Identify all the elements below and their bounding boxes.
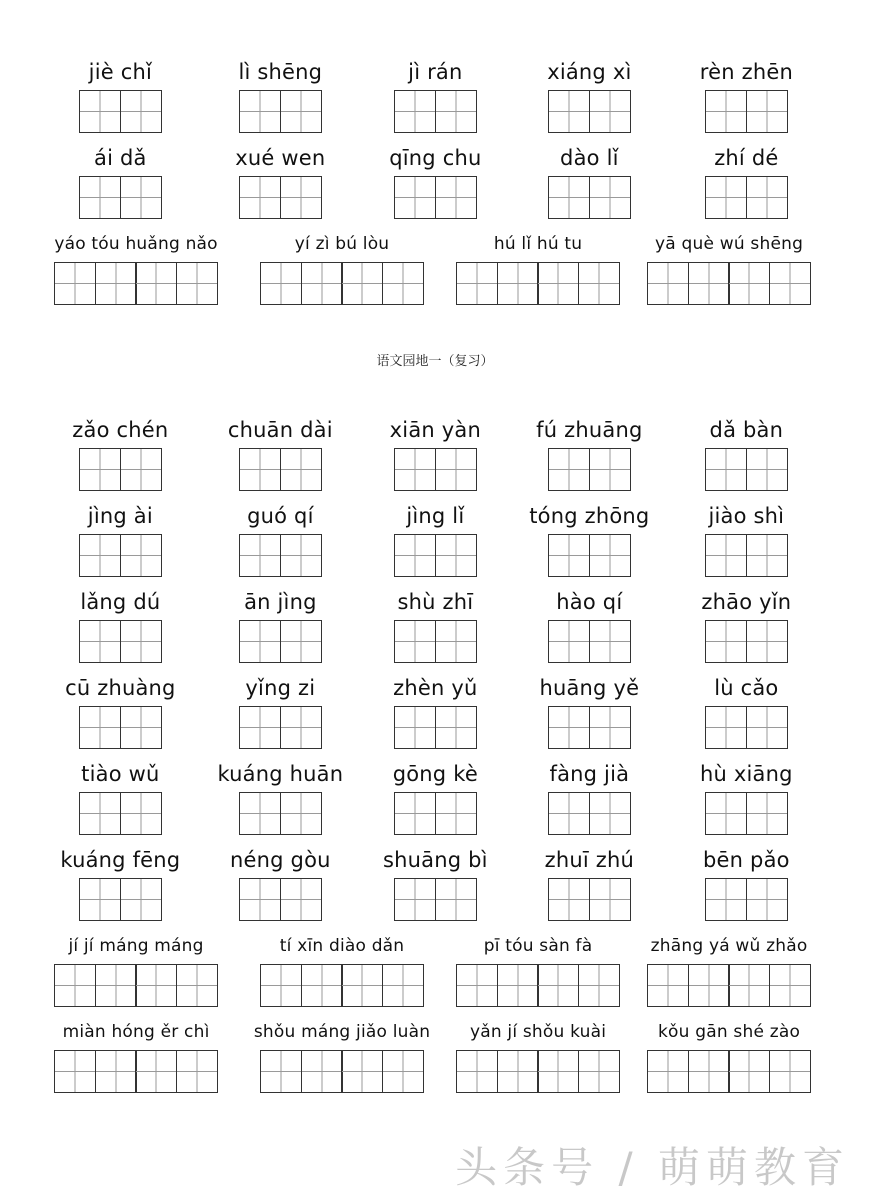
word-item xyxy=(539,672,640,750)
writing-grid[interactable] xyxy=(548,620,631,663)
writing-grid[interactable] xyxy=(394,620,477,663)
writing-grid[interactable] xyxy=(394,176,477,219)
pinyin-label: hú lǐ hú tu xyxy=(493,234,583,254)
tianzige-box[interactable] xyxy=(746,706,788,749)
pinyin-label: lǎng dú xyxy=(80,590,161,614)
tianzige-box[interactable] xyxy=(280,90,322,133)
pinyin-label: xué wen xyxy=(235,146,326,170)
word-item xyxy=(79,56,162,134)
word-item xyxy=(456,228,620,306)
writing-grid[interactable] xyxy=(548,448,631,491)
tianzige-box[interactable] xyxy=(589,176,631,219)
tianzige-box[interactable] xyxy=(79,620,121,663)
tianzige-box[interactable] xyxy=(589,792,631,835)
tianzige-box[interactable] xyxy=(705,90,747,133)
writing-grid[interactable] xyxy=(705,706,788,749)
word-item xyxy=(394,586,477,664)
tianzige-box[interactable] xyxy=(728,1050,770,1093)
tianzige-box[interactable] xyxy=(239,792,281,835)
tianzige-box[interactable] xyxy=(382,964,424,1007)
pinyin-label: xiáng xì xyxy=(547,60,632,84)
tianzige-box[interactable] xyxy=(394,792,436,835)
writing-grid[interactable] xyxy=(394,448,477,491)
tianzige-box[interactable] xyxy=(705,792,747,835)
writing-grid[interactable] xyxy=(239,706,322,749)
tianzige-box[interactable] xyxy=(589,448,631,491)
tianzige-box[interactable] xyxy=(135,964,177,1007)
word-item xyxy=(260,228,424,306)
tianzige-box[interactable] xyxy=(688,964,730,1007)
tianzige-box[interactable] xyxy=(341,1050,383,1093)
tianzige-box[interactable] xyxy=(394,878,436,921)
tianzige-box[interactable] xyxy=(578,1050,620,1093)
word-item xyxy=(456,1016,620,1094)
tianzige-box[interactable] xyxy=(120,176,162,219)
pinyin-label: zhuī zhú xyxy=(544,848,635,872)
tianzige-box[interactable] xyxy=(537,964,579,1007)
tianzige-box[interactable] xyxy=(95,262,137,305)
writing-grid[interactable] xyxy=(647,262,811,305)
tianzige-box[interactable] xyxy=(239,176,281,219)
pinyin-label: jiè chǐ xyxy=(88,60,153,84)
tianzige-box[interactable] xyxy=(280,706,322,749)
tianzige-box[interactable] xyxy=(647,262,689,305)
tianzige-box[interactable] xyxy=(497,964,539,1007)
writing-grid[interactable] xyxy=(54,1050,218,1093)
pinyin-label: kuáng huān xyxy=(217,762,344,786)
tianzige-box[interactable] xyxy=(239,534,281,577)
tianzige-box[interactable] xyxy=(456,262,498,305)
tianzige-box[interactable] xyxy=(54,262,96,305)
tianzige-box[interactable] xyxy=(79,534,121,577)
tianzige-box[interactable] xyxy=(394,706,436,749)
tianzige-box[interactable] xyxy=(728,262,770,305)
pinyin-label: zhí dé xyxy=(714,146,779,170)
word-item xyxy=(548,142,631,220)
writing-grid[interactable] xyxy=(705,792,788,835)
pinyin-label: yí zì bú lòu xyxy=(294,234,390,254)
word-item xyxy=(230,844,331,922)
writing-grid[interactable] xyxy=(394,878,477,921)
word-item xyxy=(705,672,788,750)
tianzige-box[interactable] xyxy=(120,620,162,663)
tianzige-box[interactable] xyxy=(79,176,121,219)
writing-grid[interactable] xyxy=(548,792,631,835)
word-item xyxy=(239,586,322,664)
tianzige-box[interactable] xyxy=(79,706,121,749)
word-item xyxy=(79,586,162,664)
tianzige-box[interactable] xyxy=(705,706,747,749)
pinyin-label: huāng yě xyxy=(539,676,640,700)
writing-grid[interactable] xyxy=(647,964,811,1007)
tianzige-box[interactable] xyxy=(54,1050,96,1093)
writing-grid[interactable] xyxy=(54,964,218,1007)
pinyin-label: zhāng yá wǔ zhǎo xyxy=(650,936,808,956)
pinyin-label: néng gòu xyxy=(230,848,331,872)
writing-grid[interactable] xyxy=(548,706,631,749)
tianzige-box[interactable] xyxy=(79,878,121,921)
tianzige-box[interactable] xyxy=(548,706,590,749)
writing-grid[interactable] xyxy=(394,706,477,749)
tianzige-box[interactable] xyxy=(589,534,631,577)
tianzige-box[interactable] xyxy=(341,964,383,1007)
word-item xyxy=(60,844,181,922)
tianzige-box[interactable] xyxy=(301,1050,343,1093)
pinyin-label: zhāo yǐn xyxy=(701,590,792,614)
tianzige-box[interactable] xyxy=(176,964,218,1007)
tianzige-box[interactable] xyxy=(497,1050,539,1093)
tianzige-box[interactable] xyxy=(456,1050,498,1093)
tianzige-box[interactable] xyxy=(548,448,590,491)
tianzige-box[interactable] xyxy=(239,620,281,663)
tianzige-box[interactable] xyxy=(435,448,477,491)
writing-grid[interactable] xyxy=(548,534,631,577)
word-item xyxy=(54,1016,218,1094)
writing-grid[interactable] xyxy=(79,90,162,133)
writing-grid[interactable] xyxy=(705,176,788,219)
pinyin-label: miàn hóng ěr chì xyxy=(62,1022,210,1042)
word-item xyxy=(235,142,326,220)
writing-grid[interactable] xyxy=(705,448,788,491)
tianzige-box[interactable] xyxy=(435,176,477,219)
tianzige-box[interactable] xyxy=(456,964,498,1007)
tianzige-box[interactable] xyxy=(135,262,177,305)
pinyin-label: fàng jià xyxy=(549,762,630,786)
writing-grid[interactable] xyxy=(647,1050,811,1093)
pinyin-label: yā què wú shēng xyxy=(655,234,804,254)
word-item xyxy=(54,228,218,306)
tianzige-box[interactable] xyxy=(176,1050,218,1093)
tianzige-box[interactable] xyxy=(120,878,162,921)
word-item xyxy=(394,500,477,578)
writing-grid[interactable] xyxy=(548,878,631,921)
tianzige-box[interactable] xyxy=(578,964,620,1007)
tianzige-box[interactable] xyxy=(239,878,281,921)
word-item xyxy=(54,930,218,1008)
tianzige-box[interactable] xyxy=(769,964,811,1007)
tianzige-box[interactable] xyxy=(688,1050,730,1093)
tianzige-box[interactable] xyxy=(120,792,162,835)
writing-grid[interactable] xyxy=(705,534,788,577)
pinyin-label: chuān dài xyxy=(227,418,333,442)
tianzige-box[interactable] xyxy=(120,90,162,133)
tianzige-box[interactable] xyxy=(548,90,590,133)
pinyin-label: gōng kè xyxy=(392,762,478,786)
writing-grid[interactable] xyxy=(239,534,322,577)
pinyin-label: lù cǎo xyxy=(714,676,779,700)
tianzige-box[interactable] xyxy=(647,1050,689,1093)
tianzige-box[interactable] xyxy=(54,964,96,1007)
word-item xyxy=(548,56,631,134)
writing-grid[interactable] xyxy=(548,176,631,219)
tianzige-box[interactable] xyxy=(280,534,322,577)
writing-grid[interactable] xyxy=(548,90,631,133)
writing-grid[interactable] xyxy=(456,964,620,1007)
word-item xyxy=(239,500,322,578)
tianzige-box[interactable] xyxy=(746,792,788,835)
pinyin-label: shǒu máng jiǎo luàn xyxy=(253,1022,431,1042)
word-item xyxy=(227,414,333,492)
word-item xyxy=(260,930,424,1008)
pinyin-label: yǐng zi xyxy=(245,676,316,700)
tianzige-box[interactable] xyxy=(260,1050,302,1093)
pinyin-label: cū zhuàng xyxy=(65,676,176,700)
tianzige-box[interactable] xyxy=(239,448,281,491)
tianzige-box[interactable] xyxy=(746,448,788,491)
pinyin-label: dào lǐ xyxy=(560,146,619,170)
pinyin-label: dǎ bàn xyxy=(709,418,784,442)
tianzige-box[interactable] xyxy=(280,448,322,491)
tianzige-box[interactable] xyxy=(537,262,579,305)
word-item xyxy=(456,930,620,1008)
pinyin-label: zhèn yǔ xyxy=(393,676,478,700)
tianzige-box[interactable] xyxy=(589,706,631,749)
pinyin-label: jiào shì xyxy=(708,504,785,528)
tianzige-box[interactable] xyxy=(578,262,620,305)
tianzige-box[interactable] xyxy=(394,620,436,663)
writing-grid[interactable] xyxy=(79,706,162,749)
pinyin-label: guó qí xyxy=(247,504,314,528)
word-item xyxy=(700,758,793,836)
tianzige-box[interactable] xyxy=(746,620,788,663)
pinyin-label: pī tóu sàn fà xyxy=(483,936,593,956)
tianzige-box[interactable] xyxy=(435,534,477,577)
tianzige-box[interactable] xyxy=(79,448,121,491)
tianzige-box[interactable] xyxy=(239,90,281,133)
pinyin-label: lì shēng xyxy=(238,60,323,84)
pinyin-label: qīng chu xyxy=(389,146,482,170)
tianzige-box[interactable] xyxy=(705,448,747,491)
word-item xyxy=(647,1016,811,1094)
writing-grid[interactable] xyxy=(705,620,788,663)
tianzige-box[interactable] xyxy=(280,878,322,921)
writing-grid[interactable] xyxy=(79,176,162,219)
pinyin-label: zǎo chén xyxy=(72,418,169,442)
tianzige-box[interactable] xyxy=(746,176,788,219)
tianzige-box[interactable] xyxy=(548,878,590,921)
tianzige-box[interactable] xyxy=(746,878,788,921)
writing-grid[interactable] xyxy=(239,792,322,835)
tianzige-box[interactable] xyxy=(435,706,477,749)
tianzige-box[interactable] xyxy=(176,262,218,305)
writing-grid[interactable] xyxy=(456,262,620,305)
writing-grid[interactable] xyxy=(79,620,162,663)
word-item xyxy=(239,672,322,750)
tianzige-box[interactable] xyxy=(341,262,383,305)
tianzige-box[interactable] xyxy=(746,534,788,577)
tianzige-box[interactable] xyxy=(769,262,811,305)
section-title: 语文园地一（复习） xyxy=(376,354,494,369)
tianzige-box[interactable] xyxy=(589,90,631,133)
word-item xyxy=(647,930,811,1008)
tianzige-box[interactable] xyxy=(260,964,302,1007)
pinyin-label: fú zhuāng xyxy=(536,418,643,442)
writing-grid[interactable] xyxy=(260,1050,424,1093)
writing-grid[interactable] xyxy=(394,90,477,133)
tianzige-box[interactable] xyxy=(435,90,477,133)
tianzige-box[interactable] xyxy=(548,176,590,219)
tianzige-box[interactable] xyxy=(260,262,302,305)
tianzige-box[interactable] xyxy=(120,706,162,749)
tianzige-box[interactable] xyxy=(497,262,539,305)
tianzige-box[interactable] xyxy=(705,534,747,577)
tianzige-box[interactable] xyxy=(705,620,747,663)
writing-grid[interactable] xyxy=(239,176,322,219)
tianzige-box[interactable] xyxy=(589,878,631,921)
tianzige-box[interactable] xyxy=(95,964,137,1007)
pinyin-label: hào qí xyxy=(556,590,623,614)
tianzige-box[interactable] xyxy=(647,964,689,1007)
tianzige-box[interactable] xyxy=(79,90,121,133)
pinyin-label: hù xiāng xyxy=(700,762,793,786)
tianzige-box[interactable] xyxy=(382,1050,424,1093)
tianzige-box[interactable] xyxy=(746,90,788,133)
pinyin-label: kuáng fēng xyxy=(60,848,181,872)
pinyin-label: tiào wǔ xyxy=(81,762,160,786)
writing-grid[interactable] xyxy=(79,878,162,921)
word-item xyxy=(394,56,477,134)
pinyin-label: ái dǎ xyxy=(94,146,147,170)
word-item xyxy=(72,414,169,492)
pinyin-label: shuāng bì xyxy=(382,848,488,872)
tianzige-box[interactable] xyxy=(301,964,343,1007)
pinyin-label: xiān yàn xyxy=(389,418,481,442)
tianzige-box[interactable] xyxy=(394,448,436,491)
word-item xyxy=(536,414,643,492)
tianzige-box[interactable] xyxy=(548,792,590,835)
word-item xyxy=(701,586,792,664)
tianzige-box[interactable] xyxy=(589,620,631,663)
writing-grid[interactable] xyxy=(394,534,477,577)
word-item xyxy=(79,142,162,220)
word-item xyxy=(705,844,788,922)
tianzige-box[interactable] xyxy=(705,878,747,921)
pinyin-label: bēn pǎo xyxy=(703,848,790,872)
word-item xyxy=(382,844,488,922)
pinyin-label: tí xīn diào dǎn xyxy=(279,936,405,956)
writing-grid[interactable] xyxy=(239,620,322,663)
writing-grid[interactable] xyxy=(79,792,162,835)
word-item xyxy=(705,142,788,220)
word-item xyxy=(705,500,788,578)
word-item xyxy=(389,414,481,492)
pinyin-label: shù zhī xyxy=(397,590,474,614)
writing-grid[interactable] xyxy=(239,90,322,133)
tianzige-box[interactable] xyxy=(280,176,322,219)
tianzige-box[interactable] xyxy=(394,176,436,219)
pinyin-label: ān jìng xyxy=(244,590,317,614)
word-item xyxy=(394,758,477,836)
word-item xyxy=(253,1016,431,1094)
tianzige-box[interactable] xyxy=(435,792,477,835)
pinyin-label: jí jí máng máng xyxy=(68,936,204,956)
pinyin-label: jìng ài xyxy=(87,504,153,528)
tianzige-box[interactable] xyxy=(95,1050,137,1093)
word-item xyxy=(699,56,793,134)
tianzige-box[interactable] xyxy=(435,620,477,663)
word-item xyxy=(79,500,162,578)
writing-grid[interactable] xyxy=(705,90,788,133)
tianzige-box[interactable] xyxy=(382,262,424,305)
word-item xyxy=(548,586,631,664)
pinyin-label: jì rán xyxy=(408,60,463,84)
writing-grid[interactable] xyxy=(260,262,424,305)
tianzige-box[interactable] xyxy=(301,262,343,305)
word-item xyxy=(548,758,631,836)
word-item xyxy=(65,672,176,750)
tianzige-box[interactable] xyxy=(537,1050,579,1093)
tianzige-box[interactable] xyxy=(548,534,590,577)
writing-grid[interactable] xyxy=(239,878,322,921)
tianzige-box[interactable] xyxy=(120,534,162,577)
tianzige-box[interactable] xyxy=(135,1050,177,1093)
writing-grid[interactable] xyxy=(456,1050,620,1093)
word-item xyxy=(239,56,322,134)
watermark: 头条号 / 萌萌教育 xyxy=(455,1143,850,1192)
tianzige-box[interactable] xyxy=(280,620,322,663)
tianzige-box[interactable] xyxy=(548,620,590,663)
writing-grid[interactable] xyxy=(239,448,322,491)
word-item xyxy=(394,672,477,750)
tianzige-box[interactable] xyxy=(728,964,770,1007)
pinyin-label: jìng lǐ xyxy=(406,504,465,528)
tianzige-box[interactable] xyxy=(239,706,281,749)
word-item xyxy=(217,758,344,836)
word-item xyxy=(544,844,635,922)
tianzige-box[interactable] xyxy=(705,176,747,219)
writing-grid[interactable] xyxy=(54,262,218,305)
word-item xyxy=(79,758,162,836)
pinyin-label: tóng zhōng xyxy=(529,504,650,528)
writing-grid[interactable] xyxy=(79,448,162,491)
writing-grid[interactable] xyxy=(79,534,162,577)
writing-grid[interactable] xyxy=(260,964,424,1007)
word-item xyxy=(705,414,788,492)
tianzige-box[interactable] xyxy=(394,90,436,133)
tianzige-box[interactable] xyxy=(769,1050,811,1093)
tianzige-box[interactable] xyxy=(688,262,730,305)
pinyin-label: kǒu gān shé zào xyxy=(658,1022,801,1042)
word-item xyxy=(647,228,811,306)
tianzige-box[interactable] xyxy=(435,878,477,921)
tianzige-box[interactable] xyxy=(79,792,121,835)
pinyin-label: yǎn jí shǒu kuài xyxy=(469,1022,607,1042)
word-item xyxy=(529,500,650,578)
pinyin-label: rèn zhēn xyxy=(699,60,793,84)
tianzige-box[interactable] xyxy=(394,534,436,577)
tianzige-box[interactable] xyxy=(280,792,322,835)
writing-grid[interactable] xyxy=(394,792,477,835)
pinyin-label: yáo tóu huǎng nǎo xyxy=(54,234,218,254)
word-item xyxy=(389,142,482,220)
writing-grid[interactable] xyxy=(705,878,788,921)
tianzige-box[interactable] xyxy=(120,448,162,491)
